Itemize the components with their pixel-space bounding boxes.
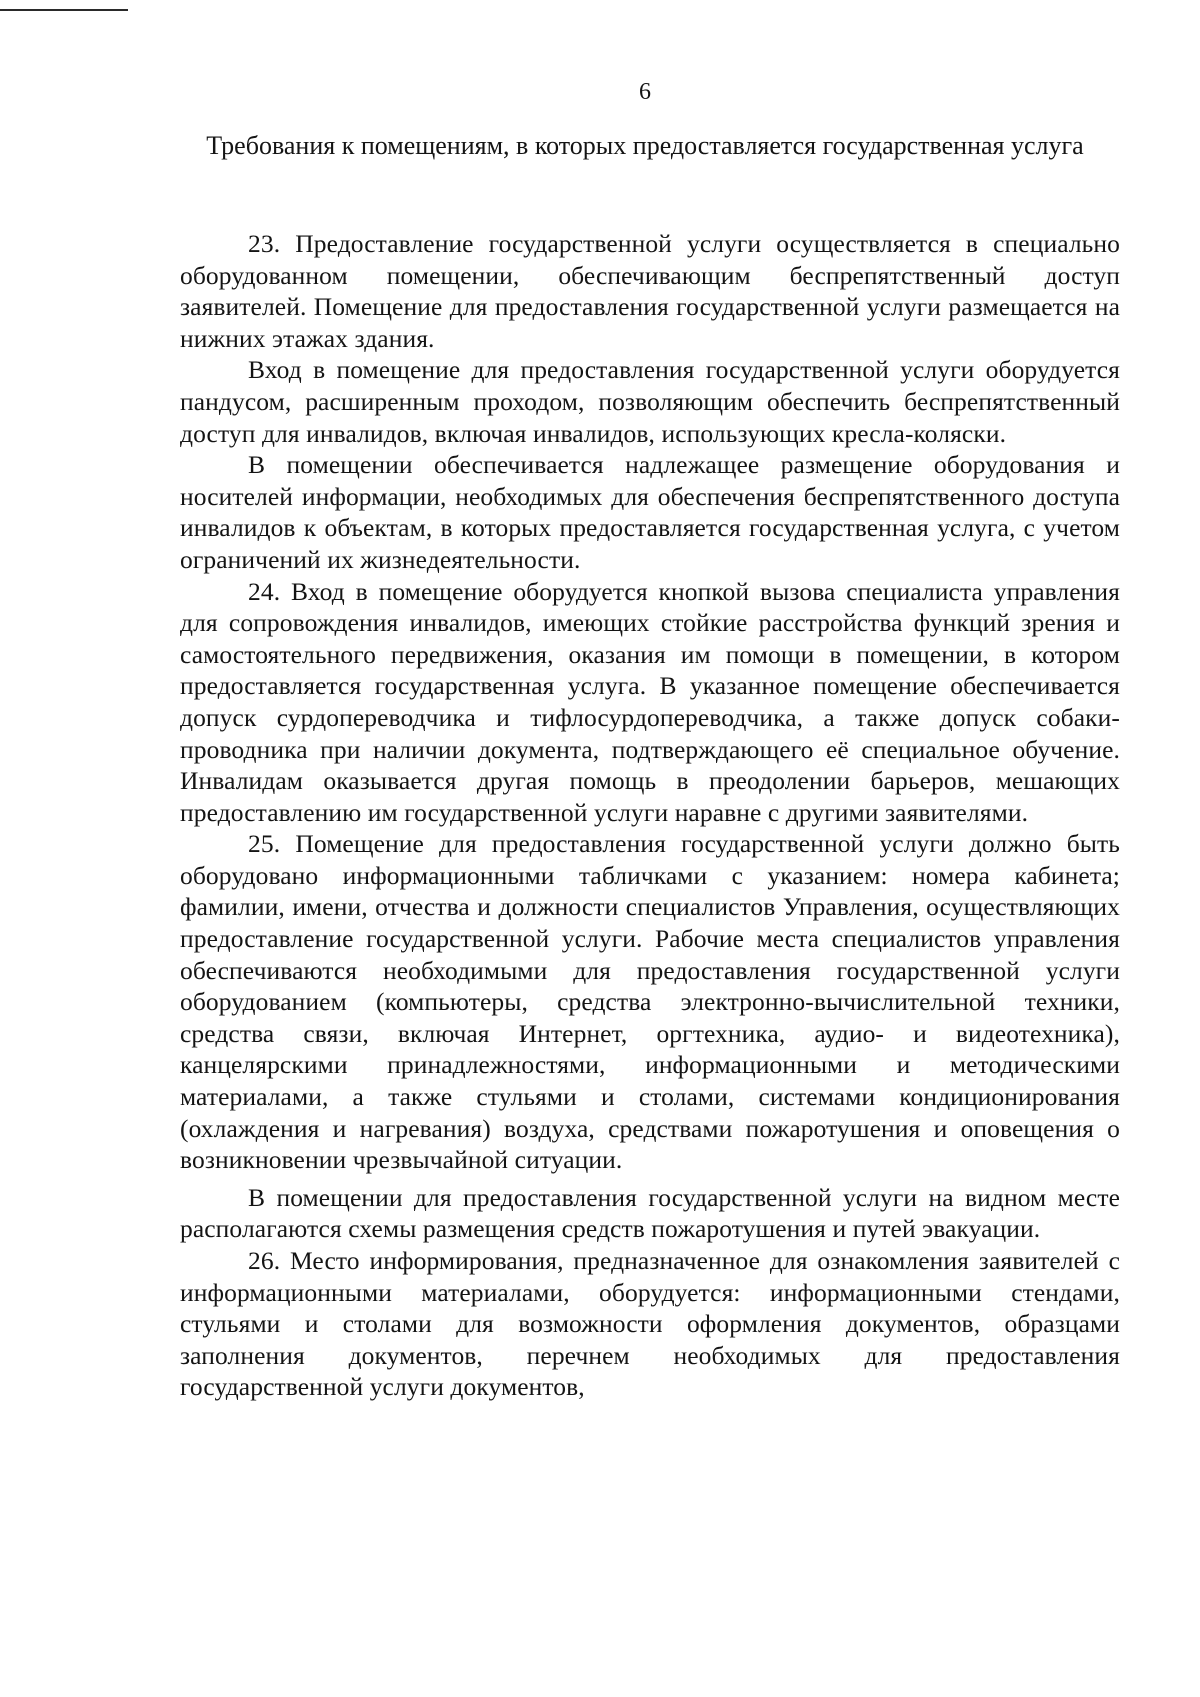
paragraph-evacuation-schemes: В помещении для предоставления государственной услуги на видном месте располагаются схемы размещения средств пожаротушения и путей эвакуации. xyxy=(180,1182,1120,1244)
paragraph-23: 23. Предоставление государственной услуги осуществляется в специально оборудованном помещении, обеспечивающим беспрепятственный доступ заявителей. Помещение для предоставления государственной услуги размещается на нижних этажах здания. xyxy=(180,229,1120,353)
paragraph-equipment-placement: В помещении обеспечивается надлежащее размещение оборудования и носителей информации, необходимых для обеспечения беспрепятственного доступа инвалидов к объектам, в которых предоставляется государственная услуга, с учетом ограничений их жизнедеятельности. xyxy=(180,450,1120,574)
paragraph-26: 26. Место информирования, предназначенное для ознакомления заявителей с информационными материалами, оборудуется: информационными стендами, стульями и столами для возможности оформления документов, образцами заполнения документов, перечнем необходимых для предоставления государственной услуги документов, xyxy=(180,1246,1120,1402)
page-number: 6 xyxy=(639,79,651,105)
document-body xyxy=(180,228,1120,1403)
paragraph-25: 25. Помещение для предоставления государственной услуги должно быть оборудовано информационными табличками с указанием: номера кабинета; фамилии, имени, отчества и должности специалистов Управления, осуществляющих предоставление государственной услуги. Рабочие места специалистов управления обеспечиваются необходимыми для предоставления государственной услуги оборудованием (компьютеры, средства электронно-вычислительной техники, средства связи, включая Интернет, оргтехника, аудио- и видеотехника), канцелярскими принадлежностями, информационными и методическими материалами, а также стульями и столами, системами кондиционирования (охлаждения и нагревания) воздуха, средствами пожаротушения и оповещения о возникновении чрезвычайной ситуации. xyxy=(180,829,1120,1175)
section-heading: Требования к помещениям, в которых предоставляется государственная услуга xyxy=(206,131,1084,160)
scan-edge-mark xyxy=(0,9,128,11)
paragraph-24: 24. Вход в помещение оборудуется кнопкой вызова специалиста управления для сопровождения инвалидов, имеющих стойкие расстройства функций зрения и самостоятельного передвижения, оказания им помощи в помещении, в котором предоставляется государственная услуга. В указанное помещение обеспечивается допуск сурдопереводчика и тифлосурдопереводчика, а также допуск собаки-проводника при наличии документа, подтверждающего её специальное обучение. Инвалидам оказывается другая помощь в преодолении барьеров, мешающих предоставлению им государственной услуги наравне с другими заявителями. xyxy=(180,576,1120,827)
paragraph-entrance-ramp: Вход в помещение для предоставления государственной услуги оборудуется пандусом, расширенным проходом, позволяющим обеспечить беспрепятственный доступ для инвалидов, включая инвалидов, использующих кресла-коляски. xyxy=(180,355,1120,448)
